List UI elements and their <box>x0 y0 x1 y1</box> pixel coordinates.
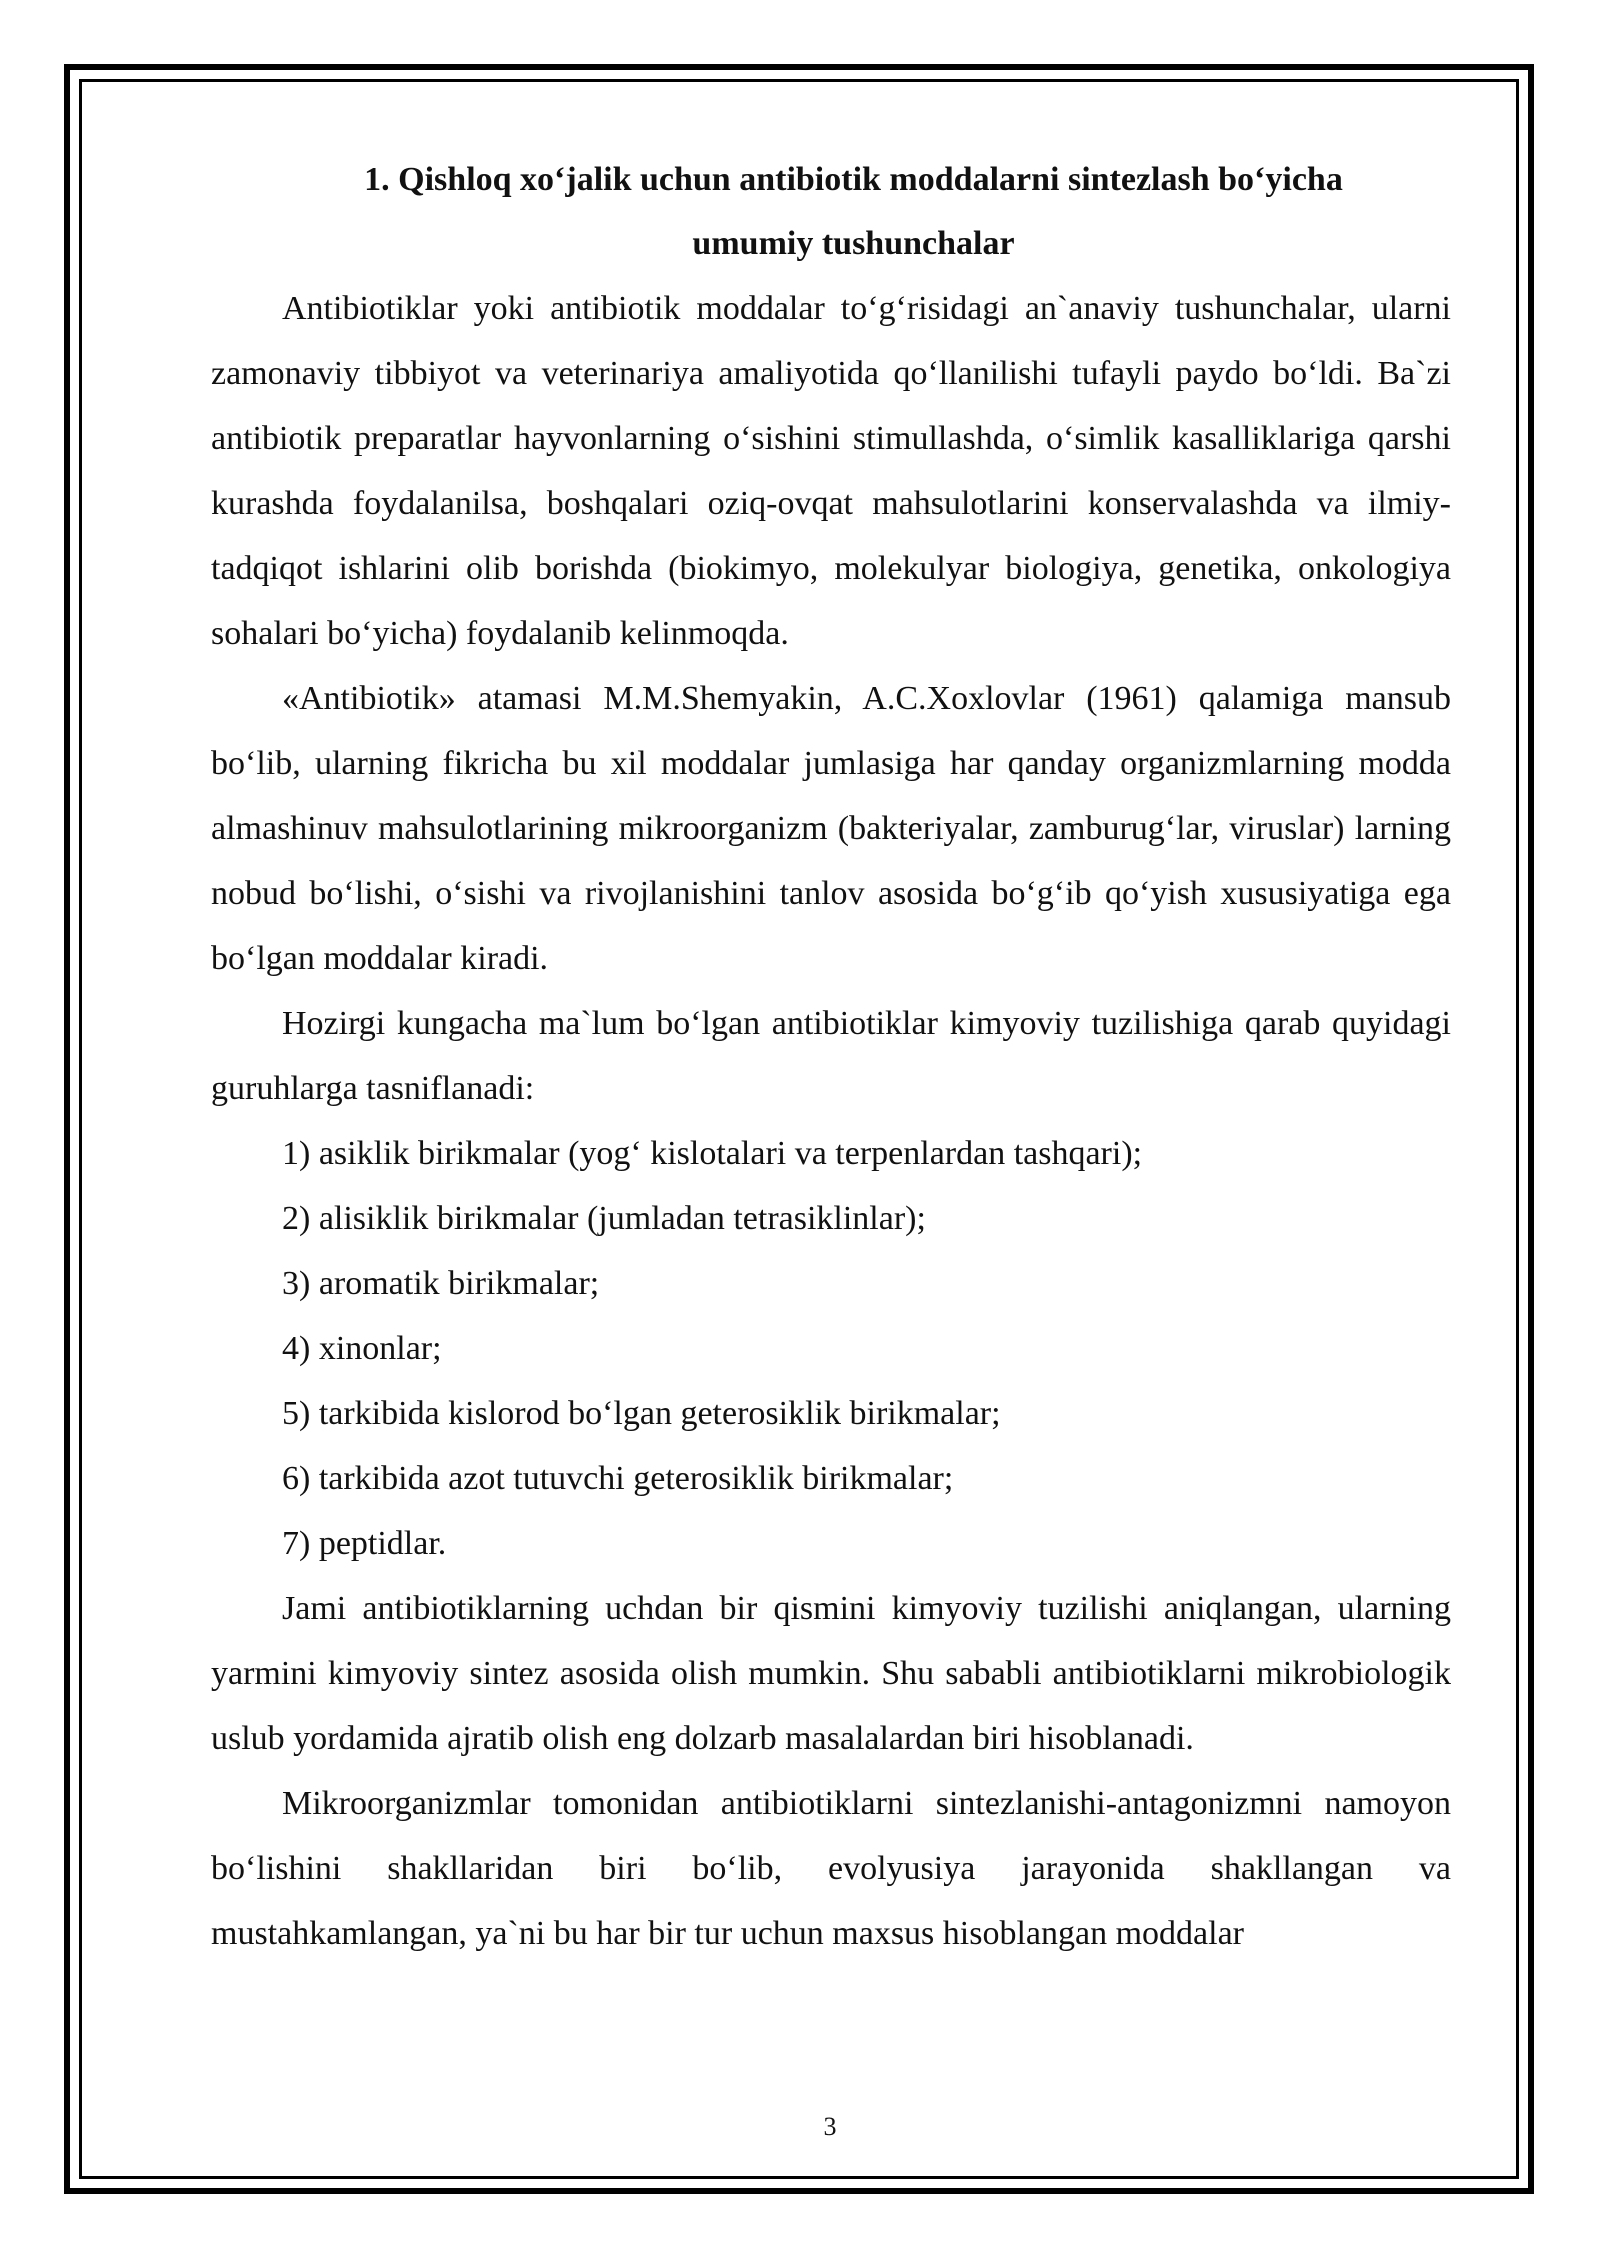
list-item-7: 7) peptidlar. <box>282 1525 447 1562</box>
list-item-5: 5) tarkibida kislorod bo‘lgan geterosiklik birikmalar; <box>282 1395 1001 1432</box>
section-heading <box>211 148 1451 276</box>
paragraph-5: Mikroorganizmlar tomonidan antibiotiklarni sintezlanishi-antagonizmni namoyon bo‘lishini shakllaridan biri bo‘lib, evolyusiya jarayonida shakllangan va mustahkamlangan, ya`ni bu har bir tur uchun maxsus hisoblangan moddalar <box>211 1785 1451 1952</box>
list-item-2: 2) alisiklik birikmalar (jumladan tetrasiklinlar); <box>282 1200 926 1237</box>
paragraph-3: Hozirgi kungacha ma`lum bo‘lgan antibiotiklar kimyoviy tuzilishiga qarab quyidagi guruhlarga tasniflanadi: <box>211 1005 1451 1107</box>
page-number: 3 <box>823 2112 837 2141</box>
list-item-3: 3) aromatik birikmalar; <box>282 1265 600 1302</box>
list-item-4: 4) xinonlar; <box>282 1330 442 1367</box>
paragraph-4: Jami antibiotiklarning uchdan bir qismini kimyoviy tuzilishi aniqlangan, ularning yarmini kimyoviy sintez asosida olish mumkin. Shu sababli antibiotiklarni mikrobiologik uslub yordamida ajratib olish eng dolzarb masalalardan biri hisoblanadi. <box>211 1590 1451 1757</box>
list-item-6: 6) tarkibida azot tutuvchi geterosiklik birikmalar; <box>282 1460 954 1497</box>
paragraph-2: «Antibiotik» atamasi M.M.Shemyakin, A.C.Xoxlovlar (1961) qalamiga mansub bo‘lib, ularning fikricha bu xil moddalar jumlasiga har qanday organizmlarning modda almashinuv mahsulotlarining mikroorganizm (bakteriyalar, zamburug‘lar, viruslar) larning nobud bo‘lishi, o‘sishi va rivojlanishini tanlov asosida bo‘g‘ib qo‘yish xususiyatiga ega bo‘lgan moddalar kiradi. <box>211 680 1451 977</box>
document-body <box>211 148 1451 1966</box>
section-heading-line-1: 1. Qishloq xo‘jalik uchun antibiotik moddalarni sintezlash bo‘yicha <box>364 161 1343 198</box>
section-heading-line-2: umumiy tushunchalar <box>692 225 1015 262</box>
paragraph-1: Antibiotiklar yoki antibiotik moddalar to‘g‘risidagi an`anaviy tushunchalar, ularni zamonaviy tibbiyot va veterinariya amaliyotida qo‘llanilishi tufayli paydo bo‘ldi. Ba`zi antibiotik preparatlar hayvonlarning o‘sishini stimullashda, o‘simlik kasalliklariga qarshi kurashda foydalanilsa, boshqalari oziq-ovqat mahsulotlarini konservalashda va ilmiy-tadqiqot ishlarini olib borishda (biokimyo, molekulyar biologiya, genetika, onkologiya sohalari bo‘yicha) foydalanib kelinmoqda. <box>211 290 1451 652</box>
list-item-1: 1) asiklik birikmalar (yog‘ kislotalari va terpenlardan tashqari); <box>282 1135 1143 1172</box>
